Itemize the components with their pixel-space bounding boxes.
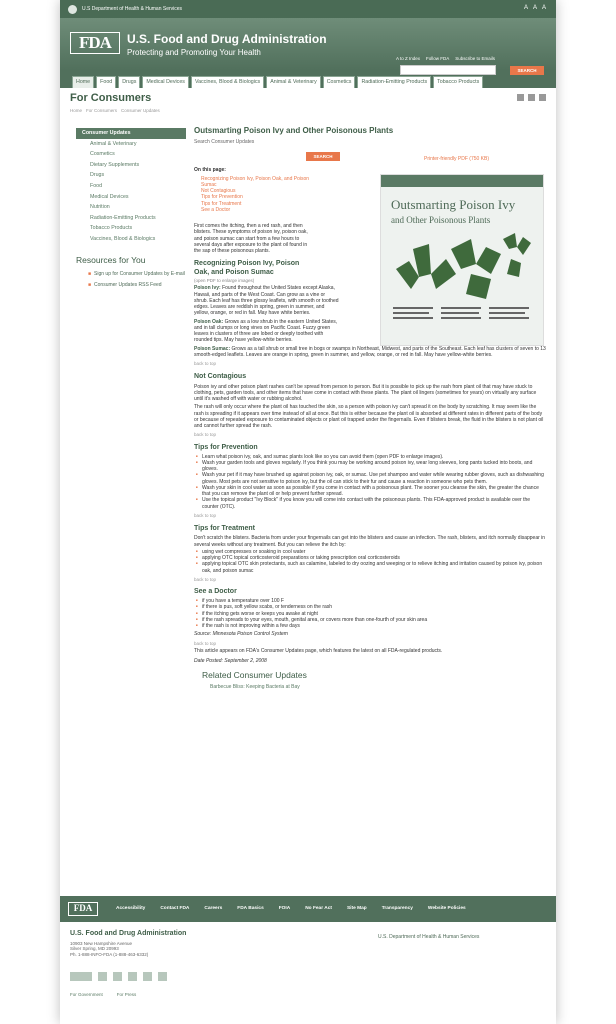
article-title: Outsmarting Poison Ivy and Other Poisonous Plants — [194, 126, 394, 135]
pdf-title-line2: and Other Poisonous Plants — [391, 215, 491, 226]
for-press-link[interactable]: For Press — [116, 992, 137, 997]
page-title: For Consumers — [70, 92, 152, 104]
follow-fda-link[interactable]: Follow FDA — [426, 56, 450, 61]
plant-item — [194, 319, 339, 344]
footer — [60, 896, 556, 1024]
toc-item[interactable]: Tips for Treatment — [201, 200, 242, 207]
plant-name: Poison Oak: — [194, 318, 224, 325]
footer-link[interactable]: Site Map — [346, 906, 367, 911]
toc-item[interactable]: Recognizing Poison Ivy, Poison Oak, and Poison Sumac — [201, 175, 310, 188]
back-to-top-link[interactable]: back to top — [194, 361, 217, 367]
sidebar-item[interactable]: Medical Devices — [90, 193, 129, 200]
on-this-page-label: On this page: — [194, 167, 226, 174]
treatment-paragraph: Don't scratch the blisters. Bacteria from under your fingernails can get into the blisters and cause an infection. The rash, blisters, and itch normally disappear in several weeks without any treatment. But you can relieve the itch by: — [194, 535, 546, 548]
breadcrumb-home[interactable]: Home — [70, 108, 83, 113]
share-icon[interactable] — [528, 94, 535, 101]
subscribe-link[interactable]: Subscribe to Emails — [455, 56, 496, 61]
open-pdf-link[interactable]: (open PDF to enlarge images) — [194, 277, 255, 283]
search-consumer-updates-label: Search Consumer Updates — [194, 139, 255, 145]
leaf-illustration-icon — [391, 229, 535, 339]
plant-item — [194, 346, 546, 359]
back-to-top-link[interactable]: back to top — [194, 576, 217, 582]
youtube-icon[interactable] — [158, 972, 167, 981]
pdf-header-bar — [381, 175, 543, 187]
list-item: ■ Wash your skin in cool water as soon as possible if you come in contact with a poisonous plant. The sooner you cleanse the skin, the greater the chance that you can remove the plant oil or help prevent further spread. — [202, 485, 546, 498]
breadcrumb-consumer-updates[interactable]: Consumer Updates — [121, 108, 160, 113]
breadcrumb — [70, 108, 160, 114]
breadcrumb-for-consumers[interactable]: For Consumers — [86, 108, 118, 113]
list-item: ■ Wash your pet if it may have brushed up against poison ivy, oak, or sumac. Use pet shampoo and water while wearing rubber gloves, such as dishwashing gloves. Most pets are not sensitive to poison ivy, but the oil can stick to their fur and cause a reaction in someone who pets them. — [202, 472, 546, 485]
related-title: Related Consumer Updates — [202, 669, 307, 680]
address-line: 10903 New Hampshire Avenue — [70, 940, 132, 946]
flickr-icon[interactable] — [143, 972, 152, 981]
sidebar-list — [90, 141, 186, 243]
sidebar-item[interactable]: Dietary Supplements — [90, 161, 140, 168]
utility-links — [396, 56, 495, 62]
source-text: Source: Minnesota Poison Control System — [194, 631, 288, 638]
related-updates — [194, 670, 546, 691]
date-posted: Date Posted: September 2, 2008 — [194, 657, 267, 664]
footer-link[interactable]: Transparency — [381, 906, 413, 911]
sidebar-item[interactable]: Tobacco Products — [90, 225, 133, 232]
resource-item[interactable] — [88, 271, 186, 277]
bullet-icon: ■ — [88, 271, 92, 278]
site-search-input[interactable] — [400, 65, 496, 75]
sidebar-item[interactable]: Radiation-Emitting Products — [90, 214, 156, 221]
plants-list — [194, 285, 546, 358]
page-frame — [60, 0, 556, 1024]
page-header — [60, 88, 556, 122]
sidebar-item[interactable]: Drugs — [90, 172, 105, 179]
email-signup-link[interactable]: Sign up for Consumer Updates by E-mail — [94, 271, 185, 278]
list-item: ■ if the itching gets worse or keeps you awake at night — [202, 611, 546, 617]
pdf-title-line1: Outsmarting Poison Ivy — [391, 197, 516, 212]
tab-radiation[interactable]: Radiation-Emitting Products — [357, 76, 431, 88]
plant-name: Poison Ivy: — [194, 285, 221, 292]
email-icon[interactable] — [113, 972, 122, 981]
page-tools — [517, 94, 546, 101]
main-content — [194, 126, 546, 691]
footer-link[interactable]: Contact FDA — [160, 906, 190, 911]
for-government-link[interactable]: For Government — [70, 992, 103, 997]
resources-title: Resources for You — [76, 254, 146, 265]
usa-gov-icon[interactable] — [70, 972, 92, 981]
sidebar-item[interactable]: Cosmetics — [90, 151, 115, 158]
tab-medical-devices[interactable]: Medical Devices — [142, 76, 189, 88]
back-to-top-link[interactable]: back to top — [194, 512, 217, 518]
tab-vaccines[interactable]: Vaccines, Blood & Biologics — [191, 76, 264, 88]
list-item: ■ if the rash spreads to your eyes, mouth, genital area, or covers more than one-fourth of your skin area — [202, 617, 546, 623]
doctor-list — [194, 598, 546, 629]
list-item: ■ Use the topical product "Ivy Block" if you know you will come into contact with the poisonous plants. This FDA-approved product is available over the counter (OTC). — [202, 497, 546, 510]
toc-item[interactable]: Tips for Prevention — [201, 194, 243, 201]
heading-prevention: Tips for Prevention — [194, 443, 258, 451]
toc-item[interactable]: See a Doctor — [201, 206, 231, 213]
contagious-paragraph-2: The rash will only occur where the plant oil has touched the skin, so a person with poison ivy can't spread it on the body by scratching. It may seem like the rash is spreading if it appears over time instead of all at once. But this is either because the plant oil is absorbed at different rates in different parts of the body or because of repeated exposure to contaminated objects or plant oil trapped under the fingernails. Even if blisters break, the fluid in the blisters is not plant oil and cannot further spread the rash. — [194, 404, 544, 429]
rss-feed-link[interactable]: Consumer Updates RSS Feed — [94, 281, 162, 288]
search-updates-button[interactable]: SEARCH — [306, 152, 340, 161]
tab-drugs[interactable]: Drugs — [118, 76, 140, 88]
heading-see-doctor: See a Doctor — [194, 588, 237, 596]
footer-link[interactable]: FDA Basics — [237, 906, 264, 911]
article-appears-text: This article appears on FDA's Consumer Updates page, which features the latest on all FDA-regulated products. — [194, 648, 443, 655]
footer-link[interactable]: Website Policies — [427, 906, 466, 911]
list-item: ■ applying OTC topical corticosteroid preparations or taking prescription oral corticosteroids — [202, 555, 546, 561]
fda-logo[interactable]: FDA — [70, 32, 120, 54]
plant-desc: Grows as a tall shrub or small tree in bogs or swamps in Northeast, Midwest, and parts of the Southeast. Each leaf has clusters of seven to 13 smooth-edged leaflets. Leaves are orange in spring, green in summer, and yellow, orange, or red in fall. May have yellow-white berries. — [194, 345, 546, 358]
footer-link[interactable]: Accessibility — [116, 906, 146, 911]
tab-tobacco[interactable]: Tobacco Products — [433, 76, 483, 88]
footer-link[interactable]: Careers — [204, 906, 223, 911]
toc-list — [194, 176, 314, 214]
back-to-top-link[interactable]: back to top — [194, 432, 217, 438]
plant-desc: Grows as a low shrub in the eastern United States, and in tall clumps or long vines on Pacific Coast. Fuzzy green leaves in clusters of three are lobed or deeply toothed with rounded tips. May have yellow-white berries. — [194, 318, 338, 344]
related-link[interactable]: Barbecue Bliss: Keeping Bacteria at Bay — [210, 684, 300, 691]
resource-item[interactable] — [88, 282, 186, 288]
rss-icon[interactable] — [98, 972, 107, 981]
footer-nav — [60, 896, 556, 922]
footer-hhs-link[interactable]: U.S. Department of Health & Human Services — [378, 934, 480, 940]
footer-gov-links — [70, 992, 136, 998]
list-item: ■ using wet compresses or soaking in cool water — [202, 549, 546, 555]
masthead — [60, 18, 556, 73]
list-item: ■ if you have a temperature over 100 F — [202, 598, 546, 604]
footer-link[interactable]: FOIA — [278, 906, 291, 911]
hhs-topbar — [60, 0, 556, 18]
list-item: ■ Wash your garden tools and gloves regularly. If you think you may be working around poison ivy, wear long sleeves, long pants tucked into boots, and gloves. — [202, 460, 546, 473]
plant-desc: Found throughout the United States except Alaska, Hawaii, and parts of the West Coast. Can grow as a vine or shrub. Each leaf has three glossy leaflets, with smooth or toothed edges. Leaves are reddish in spring, green in summer, and yellow, orange, or red in fall. May have white berries. — [194, 285, 339, 317]
list-item: ■ if there is pus, soft yellow scabs, or tenderness on the rash — [202, 604, 546, 610]
prevention-list — [194, 454, 546, 510]
list-item: ■ if the rash is not improving within a few days — [202, 623, 546, 629]
footer-social-icons — [70, 972, 167, 981]
text-resize-control[interactable]: A A A — [523, 5, 548, 12]
treatment-list — [194, 549, 546, 574]
contagious-paragraph-1: Poison ivy and other poison plant rashes can't be spread from person to person. But it is possible to pick up the rash from plant oil that may have stuck to clothing, pets, garden tools, and other items that have come in contact with these plants. The plant oil lingers (sometimes for years) on virtually any surface until it's washed off with water or rubbing alcohol. — [194, 383, 537, 402]
tab-food[interactable]: Food — [96, 76, 116, 88]
plant-item — [194, 285, 339, 316]
bullet-icon: ■ — [88, 281, 92, 288]
pdf-preview[interactable] — [380, 174, 544, 346]
footer-org-name: U.S. Food and Drug Administration — [70, 930, 187, 937]
a-to-z-link[interactable]: A to Z Index — [396, 56, 421, 61]
sidebar-category[interactable]: Consumer Updates — [76, 128, 186, 139]
phone-line: Ph. 1-888-INFO-FDA (1-888-463-6332) — [70, 952, 149, 957]
sidebar — [76, 128, 186, 292]
printer-pdf-link[interactable]: Printer-friendly PDF (750 KB) — [424, 156, 490, 162]
footer-fda-logo[interactable]: FDA — [68, 902, 98, 916]
email-icon[interactable] — [539, 94, 546, 101]
tab-animal-veterinary[interactable]: Animal & Veterinary — [266, 76, 321, 88]
tab-cosmetics[interactable]: Cosmetics — [323, 76, 356, 88]
plant-name: Poison Sumac: — [194, 345, 231, 352]
heading-not-contagious: Not Contagious — [194, 372, 247, 380]
sidebar-item[interactable]: Nutrition — [90, 204, 110, 211]
toc-item[interactable]: Not Contagious — [201, 188, 236, 194]
sidebar-item[interactable]: Animal & Veterinary — [90, 140, 137, 147]
site-tagline: Protecting and Promoting Your Health — [127, 48, 261, 57]
print-icon[interactable] — [517, 94, 524, 101]
back-to-top-link[interactable]: back to top — [194, 640, 217, 646]
hhs-link[interactable]: U.S Department of Health & Human Services — [82, 5, 183, 12]
footer-link[interactable]: No Fear Act — [305, 906, 332, 911]
resources-list — [88, 271, 186, 288]
facebook-icon[interactable] — [128, 972, 137, 981]
sidebar-item[interactable]: Food — [90, 183, 103, 190]
sidebar-item[interactable]: Vaccines, Blood & Biologics — [90, 236, 156, 243]
site-title: U.S. Food and Drug Administration — [127, 32, 327, 46]
hhs-eagle-icon — [68, 5, 77, 14]
list-item: ■ Learn what poison ivy, oak, and sumac plants look like so you can avoid them (open PDF to enlarge images). — [202, 454, 546, 460]
intro-paragraph: First comes the itching, then a red rash, and then blisters. These symptoms of poison ivy, poison oak, and poison sumac can start from a few hours to several days after exposure to the plant oil found in the sap of these poisonous plants. — [194, 223, 308, 254]
address-line: Silver Spring, MD 20993 — [70, 946, 119, 952]
tab-home[interactable]: Home — [72, 76, 94, 88]
list-item: ■ applying topical OTC skin protectants, such as calamine, labeled to dry oozing and weeping or to relieve itching and irritation caused by poison ivy, poison oak, and poison sumac — [202, 561, 546, 574]
heading-recognizing: Recognizing Poison Ivy, Poison Oak, and Poison Sumac — [194, 260, 300, 276]
footer-address — [70, 930, 186, 958]
heading-treatment: Tips for Treatment — [194, 524, 255, 532]
site-search-button[interactable]: SEARCH — [510, 66, 544, 75]
